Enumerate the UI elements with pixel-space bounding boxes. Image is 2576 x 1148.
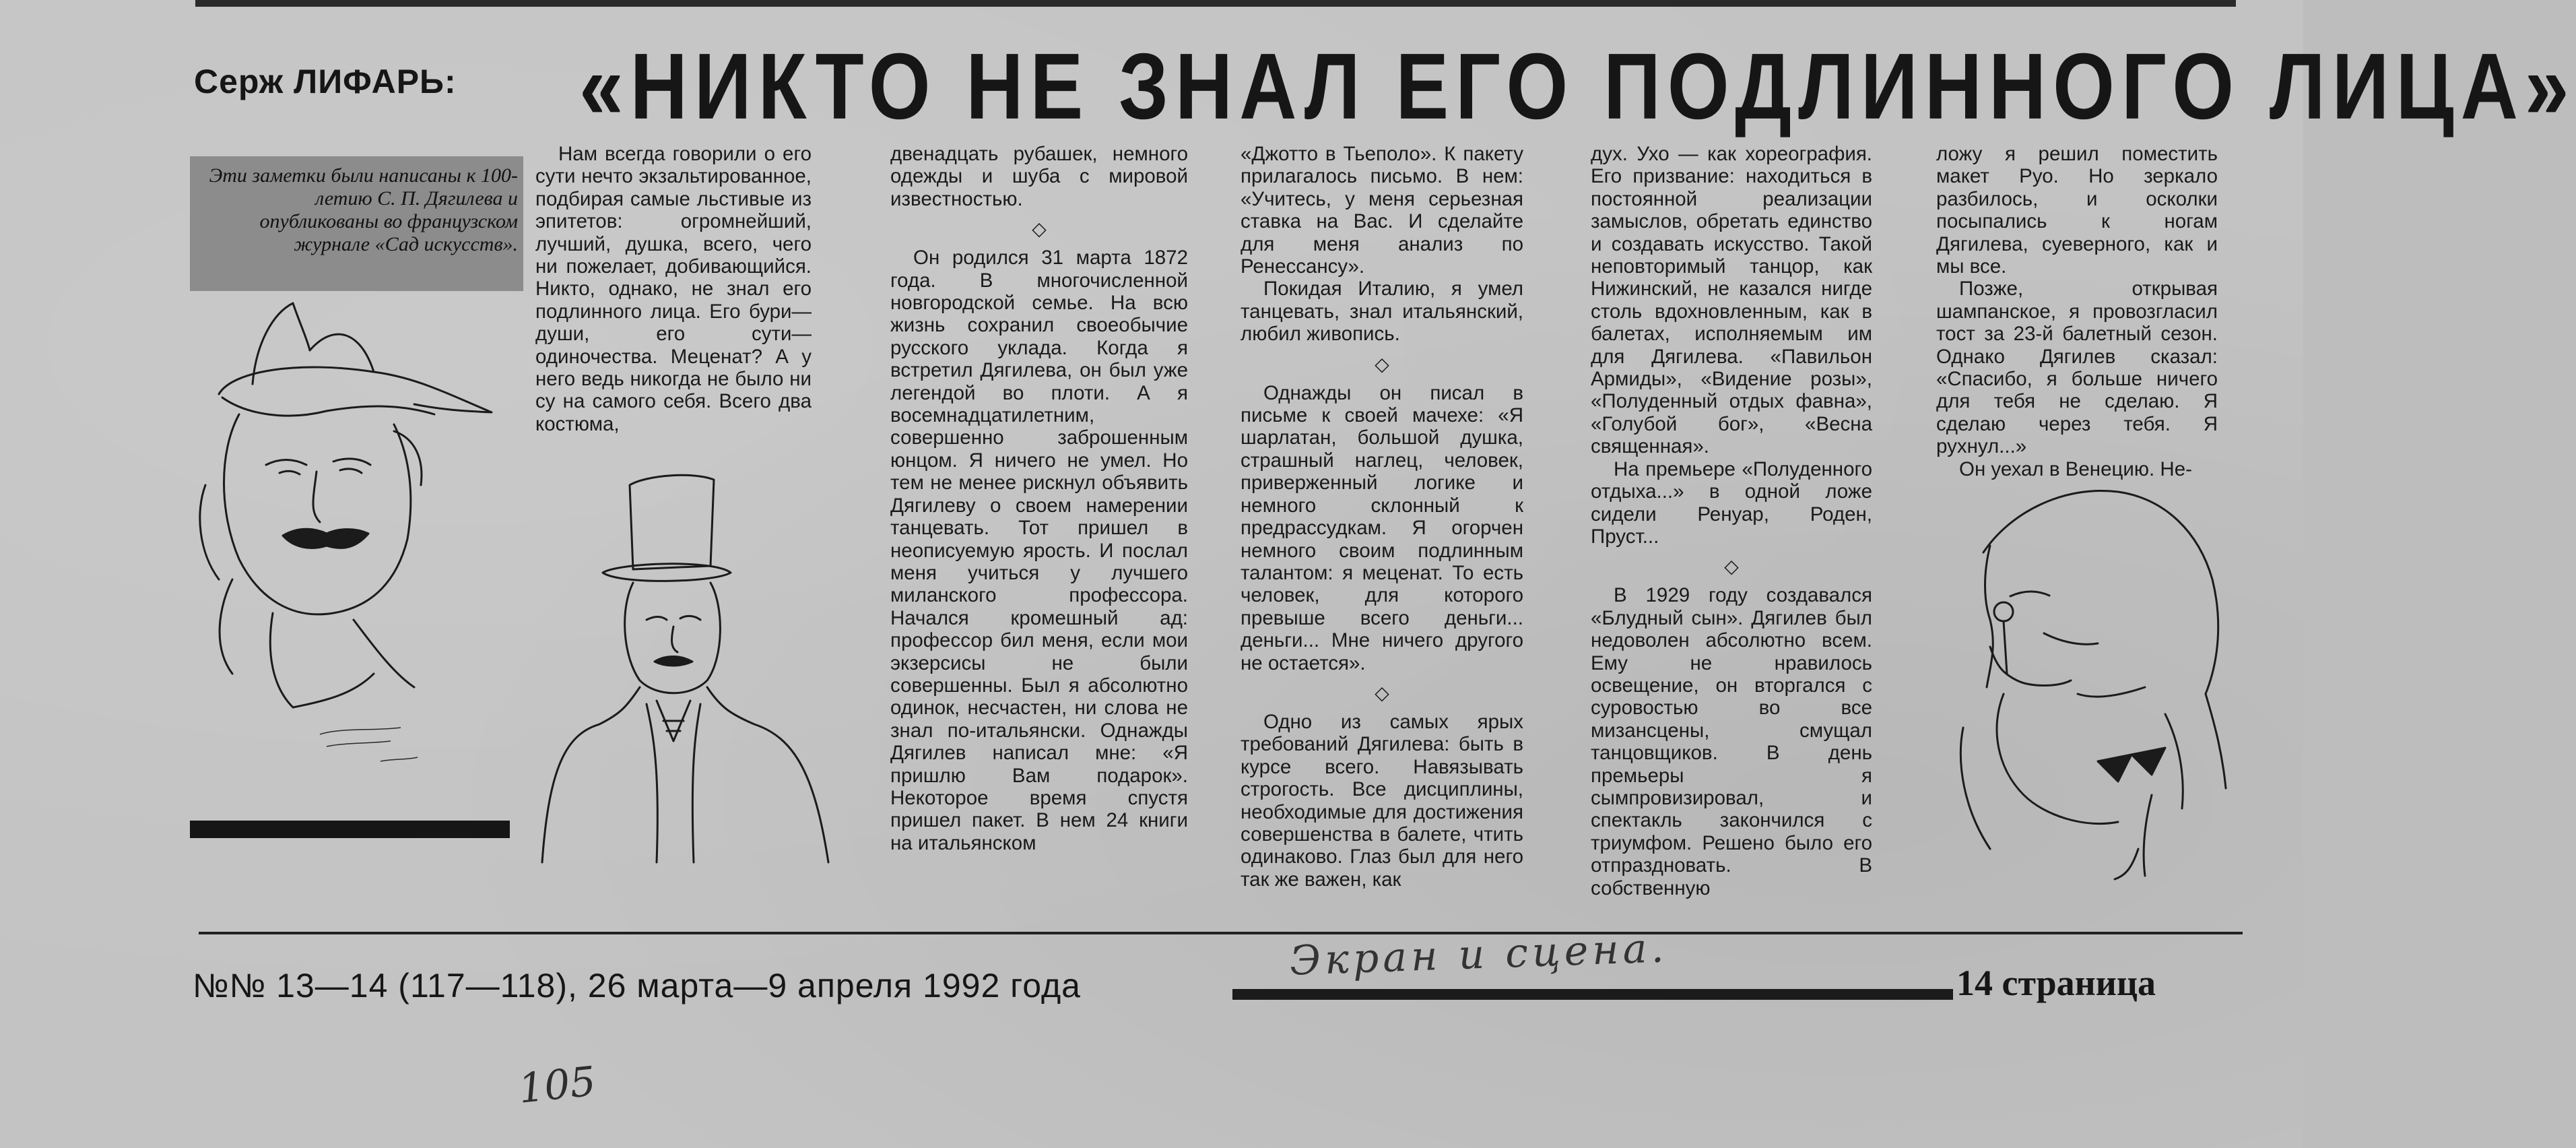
text-column-2	[890, 143, 1188, 854]
paragraph: Он родился 31 марта 1872 года. В многочисленной новгородской семье. На всю жизнь сохранил своеобычие русского уклада. Когда я встретил Дягилева, он был уже легендой во плоти. А я восемнадцатилетним, совершенно заброшенным юнцом. Я ничего не умел. Но тем не менее рискнул объявить Дягилеву о своем намерении танцевать. Тот пришел в неописуемую ярость. И послал меня учиться у лучшего миланского профессора. Начался кромешный ад: профессор бил меня, если мои экзерсисы не были совершенны. Был я абсолютно одинок, несчастен, ни слова не знал по-итальянски. Однажды Дягилев написал мне: «Я пришлю Вам подарок». Некоторое время спустя пришел пакет. В нем 24 книги на итальянском	[890, 247, 1188, 854]
section-divider: ◇	[1375, 682, 1389, 703]
paragraph: Покидая Италию, я умел танцевать, знал итальянский, любил живопись.	[1241, 278, 1523, 346]
paragraph: дух. Ухо — как хореография. Его призвание: находиться в постоянной реализации замыслов, обретать единство и создавать искусство. Такой неповторимый танцор, как Нижинский, не казался нигде столь вдохновленным, как в балетах, исполняемым им для Дягилева. «Павильон Армиды», «Видение розы», «Полуденный отдых фавна», «Голубой бог», «Весна священная».	[1591, 143, 1872, 458]
text-column-3	[1241, 143, 1523, 891]
headline: «НИКТО НЕ ЗНАЛ ЕГО ПОДЛИННОГО ЛИЦА»	[579, 34, 2576, 139]
text-column-1	[535, 143, 812, 435]
paragraph: двенадцать рубашек, немного одежды и шуба с мировой известностью.	[890, 143, 1188, 210]
editorial-note: Эти заметки были написаны к 100-летию С. П. Дягилева и опубликованы во французском журнале «Сад искусств».	[190, 156, 523, 291]
paragraph: «Джотто в Тьеполо». К пакету прилагалось письмо. В нем: «Учитесь, у меня серьезная ставка на Вас. И сделайте для меня анализ по Ренессансу».	[1241, 143, 1523, 278]
paragraph: Он уехал в Венецию. Не-	[1959, 457, 2192, 480]
note-rule	[190, 821, 510, 838]
bottom-rule	[199, 932, 2243, 934]
author-byline: Серж ЛИФАРЬ:	[194, 63, 457, 100]
sketch-profile-with-monocle	[1950, 472, 2233, 889]
section-divider: ◇	[1375, 353, 1389, 375]
section-divider: ◇	[1032, 218, 1047, 240]
handwritten-source: Экран и сцена.	[1288, 924, 1669, 985]
paragraph: Нам всегда говорили о его сути нечто экзальтированное, подбирая самые льстивые из эпитетов: огромнейший, лучший, душка, всего, чего ни пожелает, добивающийся. Никто, однако, не знал его подлинного лица. Его бури—души, его сути—одиночества. Меценат? А у него ведь никогда не было ни су на самого себя. Всего два костюма,	[535, 143, 812, 435]
text-column-5	[1936, 143, 2218, 480]
paragraph: ложу я решил поместить макет Руо. Но зеркало разбилось, и осколки посыпались к ногам Дягилева, суеверного, как и мы все.	[1936, 143, 2218, 278]
section-divider: ◇	[1724, 556, 1739, 577]
issue-info: №№ 13—14 (117—118), 26 марта—9 апреля 1992 года	[193, 967, 1081, 1004]
footer-rule	[1232, 989, 1953, 1000]
page-number: 14 страница	[1956, 963, 2156, 1003]
paragraph: Однажды он писал в письме к своей мачехе: «Я шарлатан, большой душка, страшный наглец, человек, приверженный логике и немного склонный к предрассудкам. Я огорчен немного своим подлинным талантом: я меценат. То есть человек, для которого превыше всего деньги... деньги... Мне ничего другого не остается».	[1241, 381, 1523, 674]
paragraph: В 1929 году создавался «Блудный сын». Дягилев был недоволен абсолютно всем. Ему не нравилось освещение, он вторгался с суровостью во все мизансцены, смущал танцовщиков. В день премьеры я сымпровизировал, и спектакль закончился с триумфом. Решено было его отпраздновать. В собственную	[1591, 584, 1872, 899]
paragraph: На премьере «Полуденного отдыха...» в одной ложе сидели Ренуар, Роден, Пруст...	[1591, 457, 1872, 548]
paragraph: Позже, открывая шампанское, я провозгласил тост за 23-й балетный сезон. Однако Дягилев сказал: «Спасибо, я больше ничего для тебя не сделаю. Я сделаю через тебя. Я рухнул...»	[1936, 278, 2218, 458]
pencil-page-number: 105	[516, 1058, 598, 1113]
text-column-4	[1591, 143, 1872, 899]
sketch-man-in-top-hat	[539, 465, 869, 862]
sketch-man-in-hat	[192, 296, 508, 802]
paragraph: Одно из самых ярых требований Дягилева: быть в курсе всего. Навязывать строгость. Все дисциплины, необходимые для достижения совершенства в балете, чтить одинаково. Глаз был для него так же важен, как	[1241, 710, 1523, 891]
top-rule	[195, 0, 2236, 7]
